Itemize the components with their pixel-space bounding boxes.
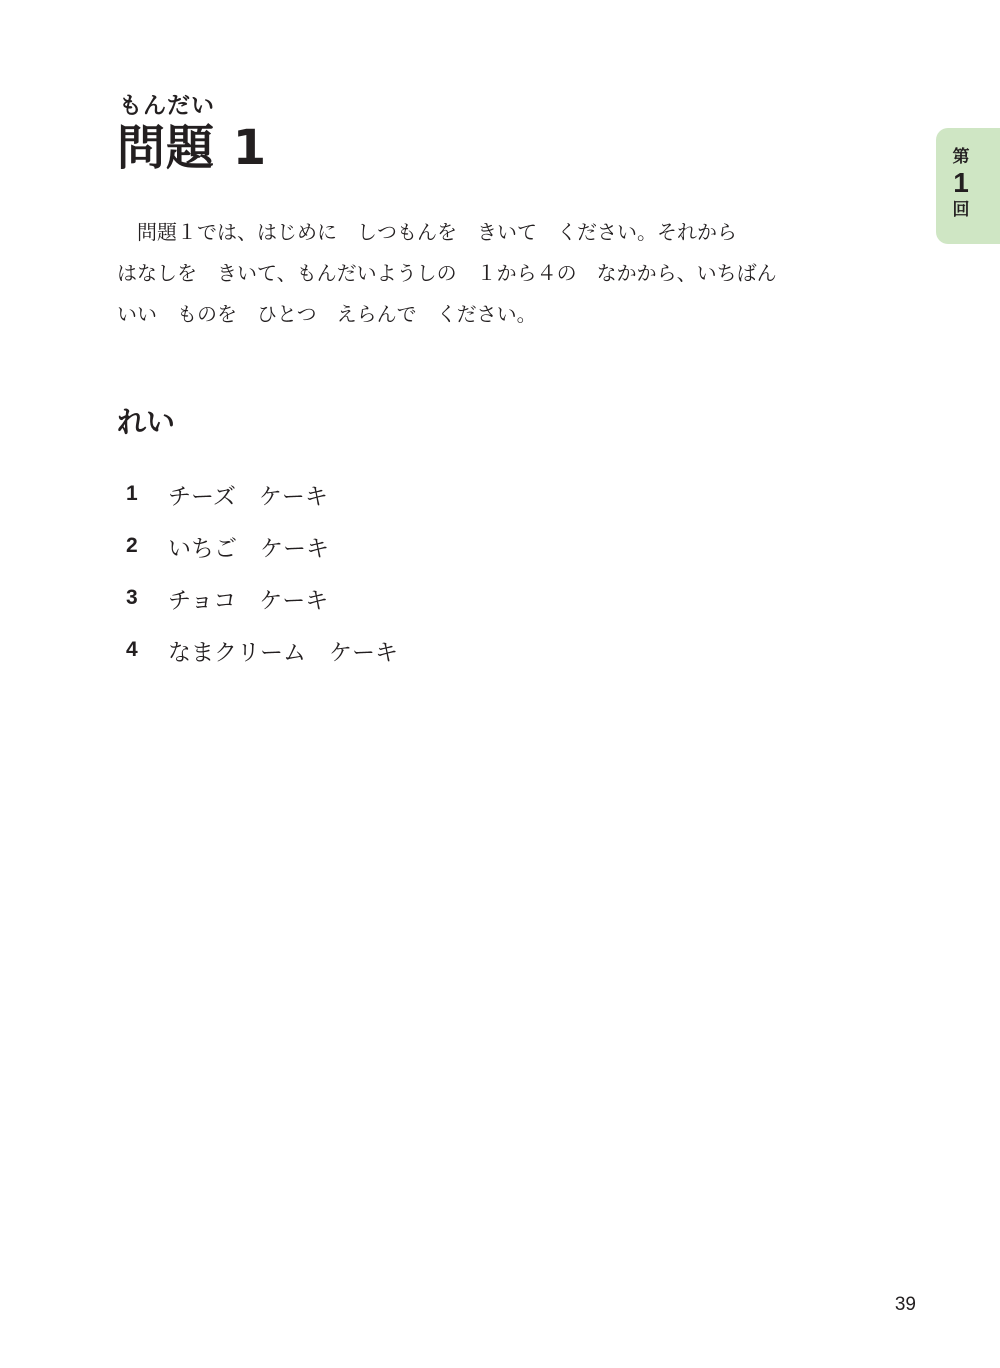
chapter-tab-suffix: 回 xyxy=(952,200,970,220)
instruction-line: いい ものを ひとつ えらんで ください。 xyxy=(117,302,537,326)
answer-option-4 xyxy=(126,624,626,676)
answer-option-2 xyxy=(126,520,626,572)
option-number: 2 xyxy=(126,534,138,557)
page-title: 問題 1 xyxy=(117,120,268,176)
option-text: チョコ ケーキ xyxy=(168,587,329,614)
chapter-tab-prefix: 第 xyxy=(952,147,970,167)
title-furigana: もんだい xyxy=(119,93,215,119)
option-number: 4 xyxy=(126,638,138,661)
chapter-tab-text xyxy=(936,146,986,222)
answer-option-3 xyxy=(126,572,626,624)
option-text: いちご ケーキ xyxy=(168,535,329,562)
chapter-tab-number: 1 xyxy=(953,167,969,198)
option-number: 1 xyxy=(126,482,138,505)
instructions xyxy=(117,212,817,335)
page-number: 39 xyxy=(894,1294,916,1315)
instruction-line: はなしを きいて、もんだいようしの １から４の なかから、いちばん xyxy=(117,261,777,285)
option-text: なまクリーム ケーキ xyxy=(168,639,398,666)
option-text: チーズ ケーキ xyxy=(168,483,328,510)
example-label: れい xyxy=(117,405,176,439)
instruction-line: 問題１では、はじめに しつもんを きいて ください。それから xyxy=(117,220,737,244)
option-number: 3 xyxy=(126,586,138,609)
chapter-side-tab xyxy=(936,128,1000,244)
answer-option-1 xyxy=(126,468,626,520)
answer-options xyxy=(126,468,626,676)
